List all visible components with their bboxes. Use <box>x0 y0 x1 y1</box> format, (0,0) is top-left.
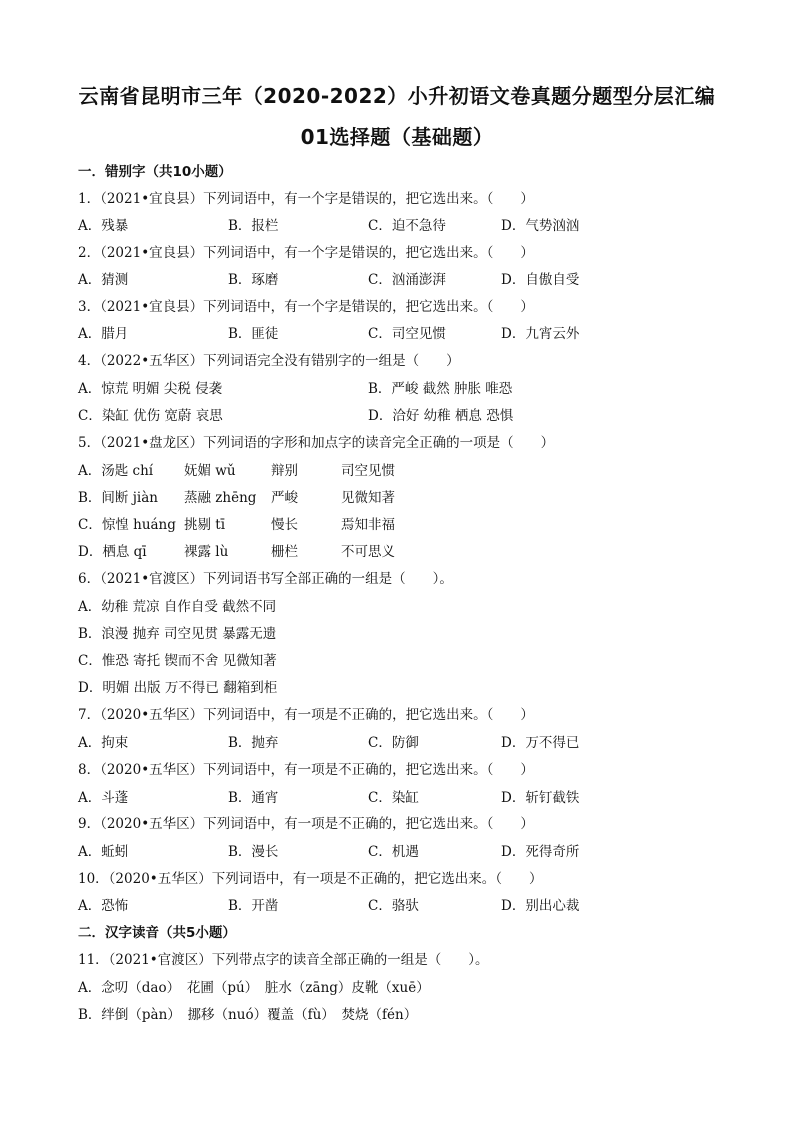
option-c[interactable]: C．惟恐 寄托 锲而不舍 见微知著 <box>78 653 277 669</box>
option-c-word4: 焉知非福 <box>341 517 395 533</box>
option-c-word1: C．惊惶 huáng <box>78 517 176 533</box>
option-row[interactable] <box>78 459 718 479</box>
option-b[interactable]: B．通宵 <box>228 790 279 806</box>
option-c[interactable]: C．司空见惯 <box>368 326 446 342</box>
option-row <box>78 377 718 397</box>
option-d-word2: 裸露 lù <box>184 544 229 560</box>
option-b[interactable]: B．绊倒（pàn） 挪移（nuó）覆盖（fù） 焚烧（fén） <box>78 1007 418 1023</box>
option-d-word1: D．栖息 qī <box>78 544 147 560</box>
option-a[interactable]: A．恐怖 <box>78 898 129 914</box>
option-a[interactable]: A．蚯蚓 <box>78 844 129 860</box>
option-row[interactable] <box>78 540 718 560</box>
option-b[interactable]: B．浪漫 抛弃 司空见贯 暴露无遗 <box>78 626 277 642</box>
option-c-word3: 慢长 <box>271 517 298 533</box>
question-stem: 11．（2021•官渡区）下列带点字的读音全部正确的一组是（ ）。 <box>78 952 489 968</box>
question-stem: 2．（2021•宜良县）下列词语中，有一个字是错误的，把它选出来。（ ） <box>78 245 534 261</box>
question-stem: 10．（2020•五华区）下列词语中，有一项是不正确的，把它选出来。（ ） <box>78 871 543 887</box>
section-heading-typos: 一．错别字（共10小题） <box>78 164 232 180</box>
question-stem: 6．（2021•官渡区）下列词语书写全部正确的一组是（ ）。 <box>78 571 453 587</box>
option-c[interactable]: C．机遇 <box>368 844 419 860</box>
option-d[interactable]: D．自傲自受 <box>501 272 580 288</box>
option-row <box>78 268 718 288</box>
option-c[interactable]: C．染缸 优伤 宽蔚 哀思 <box>78 408 223 424</box>
question-stem: 4．（2022•五华区）下列词语完全没有错别字的一组是（ ） <box>78 353 460 369</box>
document-subtitle: 01选择题（基础题） <box>300 125 494 149</box>
option-b[interactable]: B．匪徒 <box>228 326 279 342</box>
option-b-word2: 蒸融 zhēng <box>184 490 257 506</box>
option-a[interactable]: A．猜测 <box>78 272 129 288</box>
question-stem: 5．（2021•盘龙区）下列词语的字形和加点字的读音完全正确的一项是（ ） <box>78 435 555 451</box>
option-d[interactable]: D．九宵云外 <box>501 326 580 342</box>
option-b-word1: B．间断 jiàn <box>78 490 158 506</box>
option-a[interactable]: A．惊荒 明媚 尖税 侵袭 <box>78 381 223 397</box>
question-stem: 9．（2020•五华区）下列词语中，有一项是不正确的，把它选出来。（ ） <box>78 816 534 832</box>
option-row <box>78 731 718 751</box>
option-row <box>78 404 718 424</box>
option-c[interactable]: C．染缸 <box>368 790 419 806</box>
option-c[interactable]: C．汹涌澎湃 <box>368 272 446 288</box>
question-stem: 3．（2021•宜良县）下列词语中，有一个字是错误的，把它选出来。（ ） <box>78 299 534 315</box>
document-title: 云南省昆明市三年（2020-2022）小升初语文卷真题分题型分层汇编 <box>78 84 716 108</box>
option-d[interactable]: D．气势汹汹 <box>501 218 580 234</box>
option-b[interactable]: B．琢磨 <box>228 272 279 288</box>
option-a[interactable]: A．残暴 <box>78 218 129 234</box>
option-row <box>78 894 718 914</box>
option-b-word3: 严峻 <box>271 490 298 506</box>
option-d-word3: 栅栏 <box>271 544 298 560</box>
option-row[interactable] <box>78 513 718 533</box>
section-heading-pronunciation: 二．汉字读音（共5小题） <box>78 925 236 941</box>
option-row <box>78 840 718 860</box>
option-row <box>78 214 718 234</box>
option-d[interactable]: D．斩钉截铁 <box>501 790 580 806</box>
option-c-word2: 挑剔 tī <box>184 517 226 533</box>
option-d-word4: 不可思义 <box>341 544 395 560</box>
option-row <box>78 786 718 806</box>
option-d[interactable]: D．死得奇所 <box>501 844 580 860</box>
option-a[interactable]: A．幼稚 荒凉 自作自受 截然不同 <box>78 599 277 615</box>
option-b[interactable]: B．抛弃 <box>228 735 279 751</box>
option-a[interactable]: A．斗蓬 <box>78 790 129 806</box>
option-row[interactable] <box>78 486 718 506</box>
option-b-word4: 见微知著 <box>341 490 395 506</box>
option-a-word3: 辩别 <box>271 463 298 479</box>
option-a-word4: 司空见惯 <box>341 463 395 479</box>
option-d[interactable]: D．明媚 出版 万不得已 翻箱到柜 <box>78 680 278 696</box>
option-b[interactable]: B．漫长 <box>228 844 279 860</box>
option-a[interactable]: A．拘束 <box>78 735 129 751</box>
option-c[interactable]: C．骆驮 <box>368 898 419 914</box>
question-stem: 1．（2021•宜良县）下列词语中，有一个字是错误的，把它选出来。（ ） <box>78 191 534 207</box>
option-d[interactable]: D．万不得已 <box>501 735 580 751</box>
option-a[interactable]: A．腊月 <box>78 326 129 342</box>
option-b[interactable]: B．开凿 <box>228 898 279 914</box>
option-c[interactable]: C．防御 <box>368 735 419 751</box>
option-d[interactable]: D．别出心裁 <box>501 898 580 914</box>
option-a-word2: 妩媚 wǔ <box>184 463 236 479</box>
option-b[interactable]: B．严峻 截然 肿胀 唯恐 <box>368 381 513 397</box>
option-a-word1: A．汤匙 chí <box>78 463 154 479</box>
option-c[interactable]: C．迫不急待 <box>368 218 446 234</box>
option-row <box>78 322 718 342</box>
question-stem: 7．（2020•五华区）下列词语中，有一项是不正确的，把它选出来。（ ） <box>78 707 534 723</box>
option-a[interactable]: A．念叨（dao） 花圃（pú） 脏水（zāng）皮靴（xuē） <box>78 980 430 996</box>
option-b[interactable]: B．报栏 <box>228 218 279 234</box>
option-d[interactable]: D．洽好 幼稚 栖息 恐惧 <box>368 408 514 424</box>
question-stem: 8．（2020•五华区）下列词语中，有一项是不正确的，把它选出来。（ ） <box>78 762 534 778</box>
